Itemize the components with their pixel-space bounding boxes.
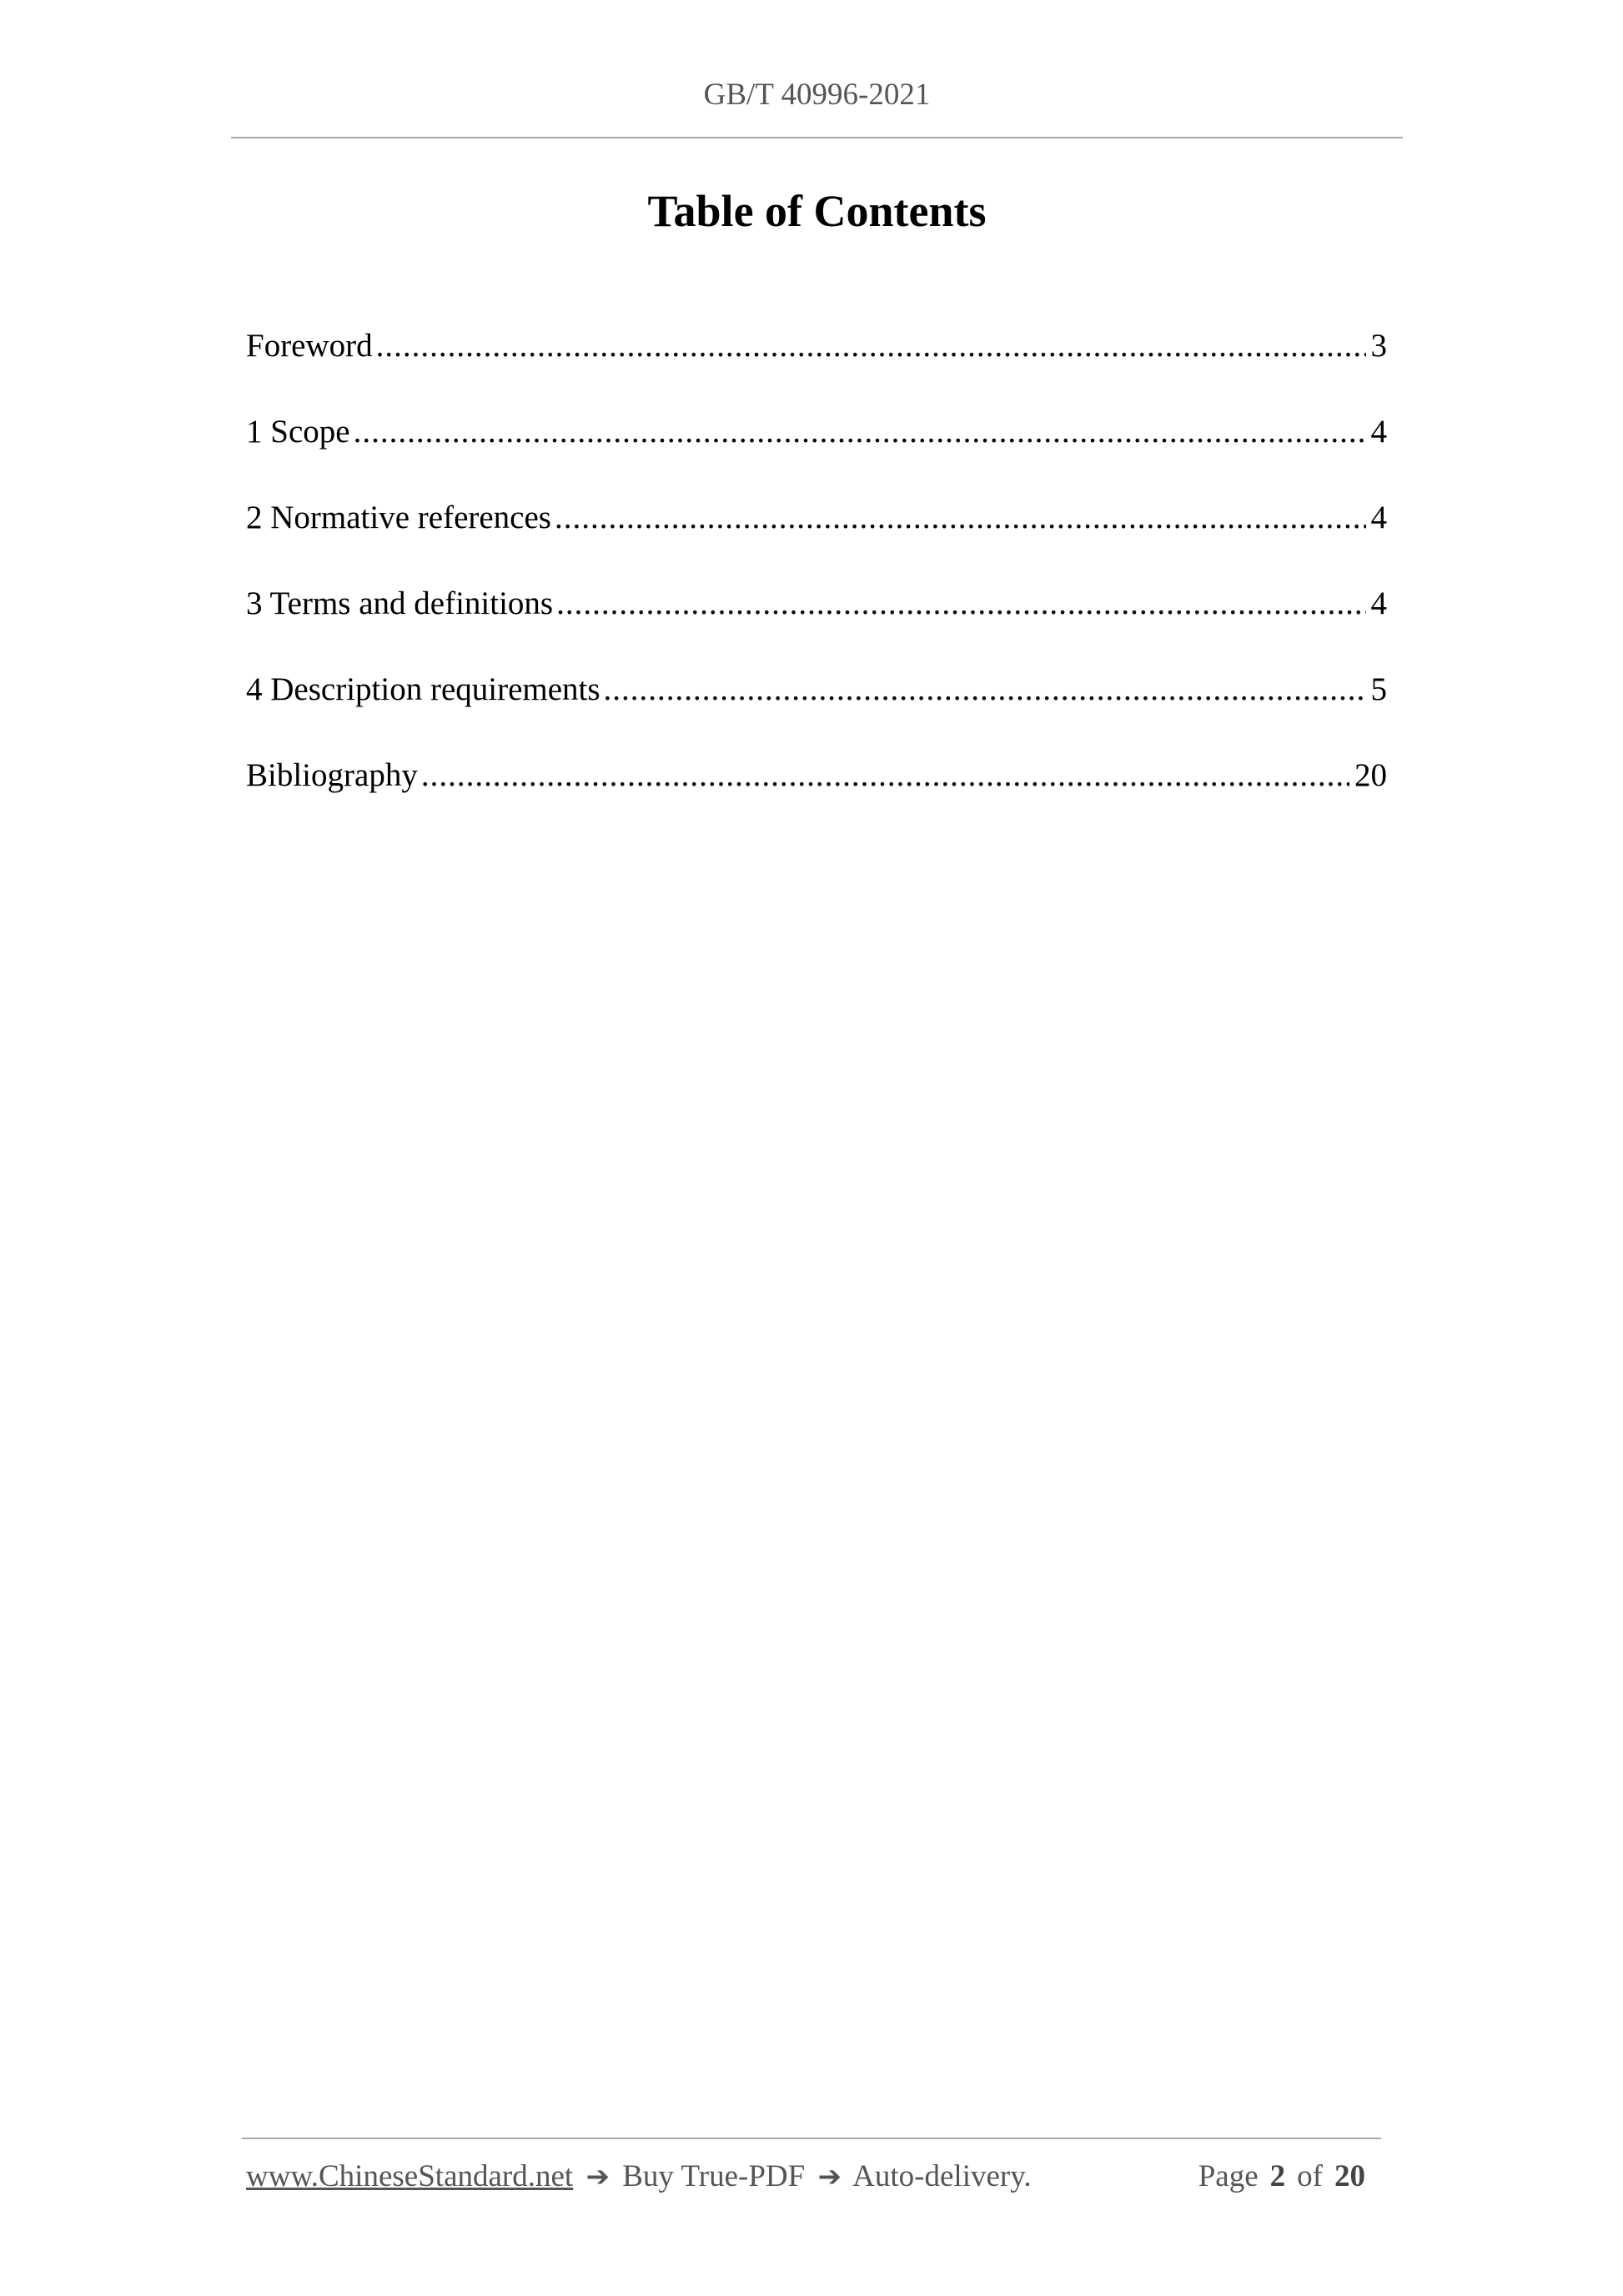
toc-leader-dots [556,579,1365,629]
footer-step-delivery: Auto-delivery. [852,2159,1032,2193]
footer-step-buy: Buy True-PDF [622,2159,806,2193]
toc-item-label: 2 Normative references [246,500,551,535]
footer-divider [242,2138,1381,2139]
document-id: GB/T 40996-2021 [703,78,931,112]
toc-leader-dots [421,751,1349,801]
toc-item-page: 4 [1370,414,1387,450]
toc-item-normative-references[interactable] [246,493,1387,579]
page-header [231,77,1403,113]
toc-item-page: 3 [1370,328,1387,364]
arrow-right-icon: ➔ [585,2160,610,2193]
header-divider [231,137,1403,138]
current-page: 2 [1269,2159,1286,2193]
website-link[interactable]: www.ChineseStandard.net [246,2159,574,2193]
page-word: Page [1198,2159,1259,2193]
toc-leader-dots [555,493,1366,543]
footer-promo [246,2158,1032,2194]
toc-item-page: 5 [1370,671,1387,707]
toc-item-page: 4 [1370,585,1387,621]
toc-item-bibliography[interactable] [246,751,1387,837]
toc-item-label: Bibliography [246,757,418,793]
toc-item-page: 4 [1370,500,1387,535]
toc-list [246,321,1387,837]
toc-item-label: 3 Terms and definitions [246,585,554,621]
toc-item-label: 1 Scope [246,414,350,450]
total-pages: 20 [1334,2159,1365,2193]
toc-item-label: 4 Description requirements [246,671,600,707]
toc-item-scope[interactable] [246,407,1387,493]
arrow-right-icon: ➔ [817,2160,842,2193]
toc-title: Table of Contents [647,186,987,236]
toc-item-terms-and-definitions[interactable] [246,579,1387,665]
toc-item-description-requirements[interactable] [246,665,1387,751]
toc-item-page: 20 [1354,757,1387,793]
toc-leader-dots [604,665,1366,715]
page-number [1198,2158,1377,2194]
toc-leader-dots [354,407,1366,457]
toc-item-foreword[interactable] [246,321,1387,407]
toc-leader-dots [376,321,1366,371]
toc-item-label: Foreword [246,328,373,364]
of-word: of [1297,2159,1323,2193]
